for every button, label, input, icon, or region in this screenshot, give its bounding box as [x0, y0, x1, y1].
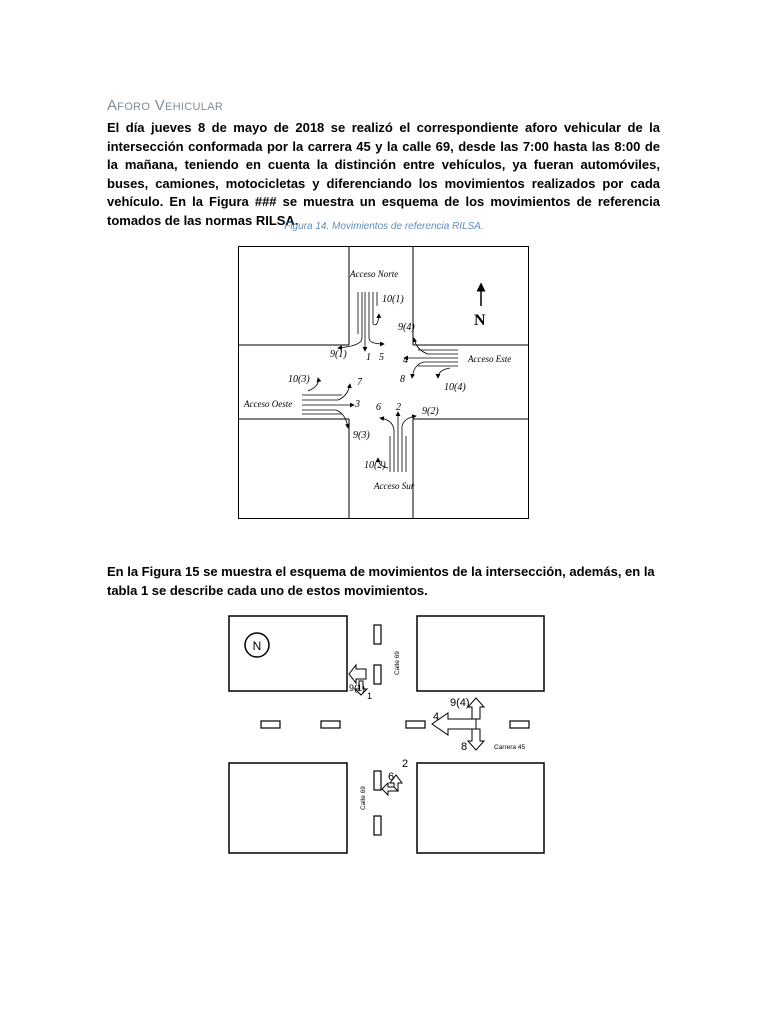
movement-label: 4 [403, 355, 408, 366]
movement-label: 8 [461, 741, 468, 753]
movement-label: 9(3) [353, 430, 370, 441]
movement-label: 2 [402, 758, 409, 770]
figure-14-caption: Figura 14. Movimientos de referencia RILSA. [284, 221, 484, 232]
street-label-calle-top: Calle 69 [394, 651, 401, 675]
label-acceso-norte: Acceso Norte [350, 269, 399, 279]
movement-label: 1 [367, 691, 373, 701]
arrow-9-1 [349, 665, 366, 683]
north-letter-fig15: N [252, 639, 262, 653]
movement-label: 5 [379, 352, 384, 363]
movement-label: 2 [396, 402, 401, 413]
arrow-8 [468, 729, 484, 750]
north-letter: N [474, 312, 486, 329]
figure-15-paragraph: En la Figura 15 se muestra el esquema de movimientos de la intersección, además, en la tabla 1 se describe cada uno de estos movimientos. [107, 564, 655, 598]
section-heading: Aforo Vehicular [107, 97, 224, 114]
movement-label: 9(1) [349, 683, 366, 693]
movement-label: 6 [376, 402, 381, 413]
movement-label: 7 [357, 377, 362, 388]
street-label-calle-bottom: Calle 69 [360, 786, 367, 810]
movement-label: 10(4) [444, 382, 466, 393]
arrow-9-4 [468, 698, 484, 719]
label-acceso-sur: Acceso Sur [374, 481, 415, 491]
movement-label: 1 [366, 352, 371, 363]
movement-label: 9(1) [330, 349, 347, 360]
movement-label: 10(2) [364, 460, 386, 471]
label-acceso-oeste: Acceso Oeste [244, 399, 293, 409]
figure-14-diagram [238, 246, 530, 520]
label-acceso-este: Acceso Este [468, 354, 512, 364]
street-label-carrera: Carrera 45 [494, 744, 526, 751]
movement-label: 4 [433, 711, 440, 723]
movement-label: 9(2) [422, 406, 439, 417]
movement-label: 8 [400, 374, 405, 385]
movement-label: 10(3) [288, 374, 310, 385]
movement-label: 6 [388, 771, 395, 783]
movement-label: 9(4) [450, 697, 470, 709]
movement-label: 3 [355, 399, 360, 410]
movement-label: 10(1) [382, 294, 404, 305]
figure-15-diagram [228, 615, 546, 855]
movement-label: 9(4) [398, 322, 415, 333]
intro-paragraph: El día jueves 8 de mayo de 2018 se realizó el correspondiente aforo vehicular de la intersección conformada por la carrera 45 y la calle 69, desde las 7:00 hasta las 8:00 de la mañana, teniendo en cuenta la distinción entre vehículos, ya fueran automóviles, buses, camiones, motocicletas y diferenciando los movimientos realizados por cada vehículo. En la Figura ### se muestra un esquema de los movimientos de referencia tomados de las normas RILSA. [107, 120, 660, 228]
